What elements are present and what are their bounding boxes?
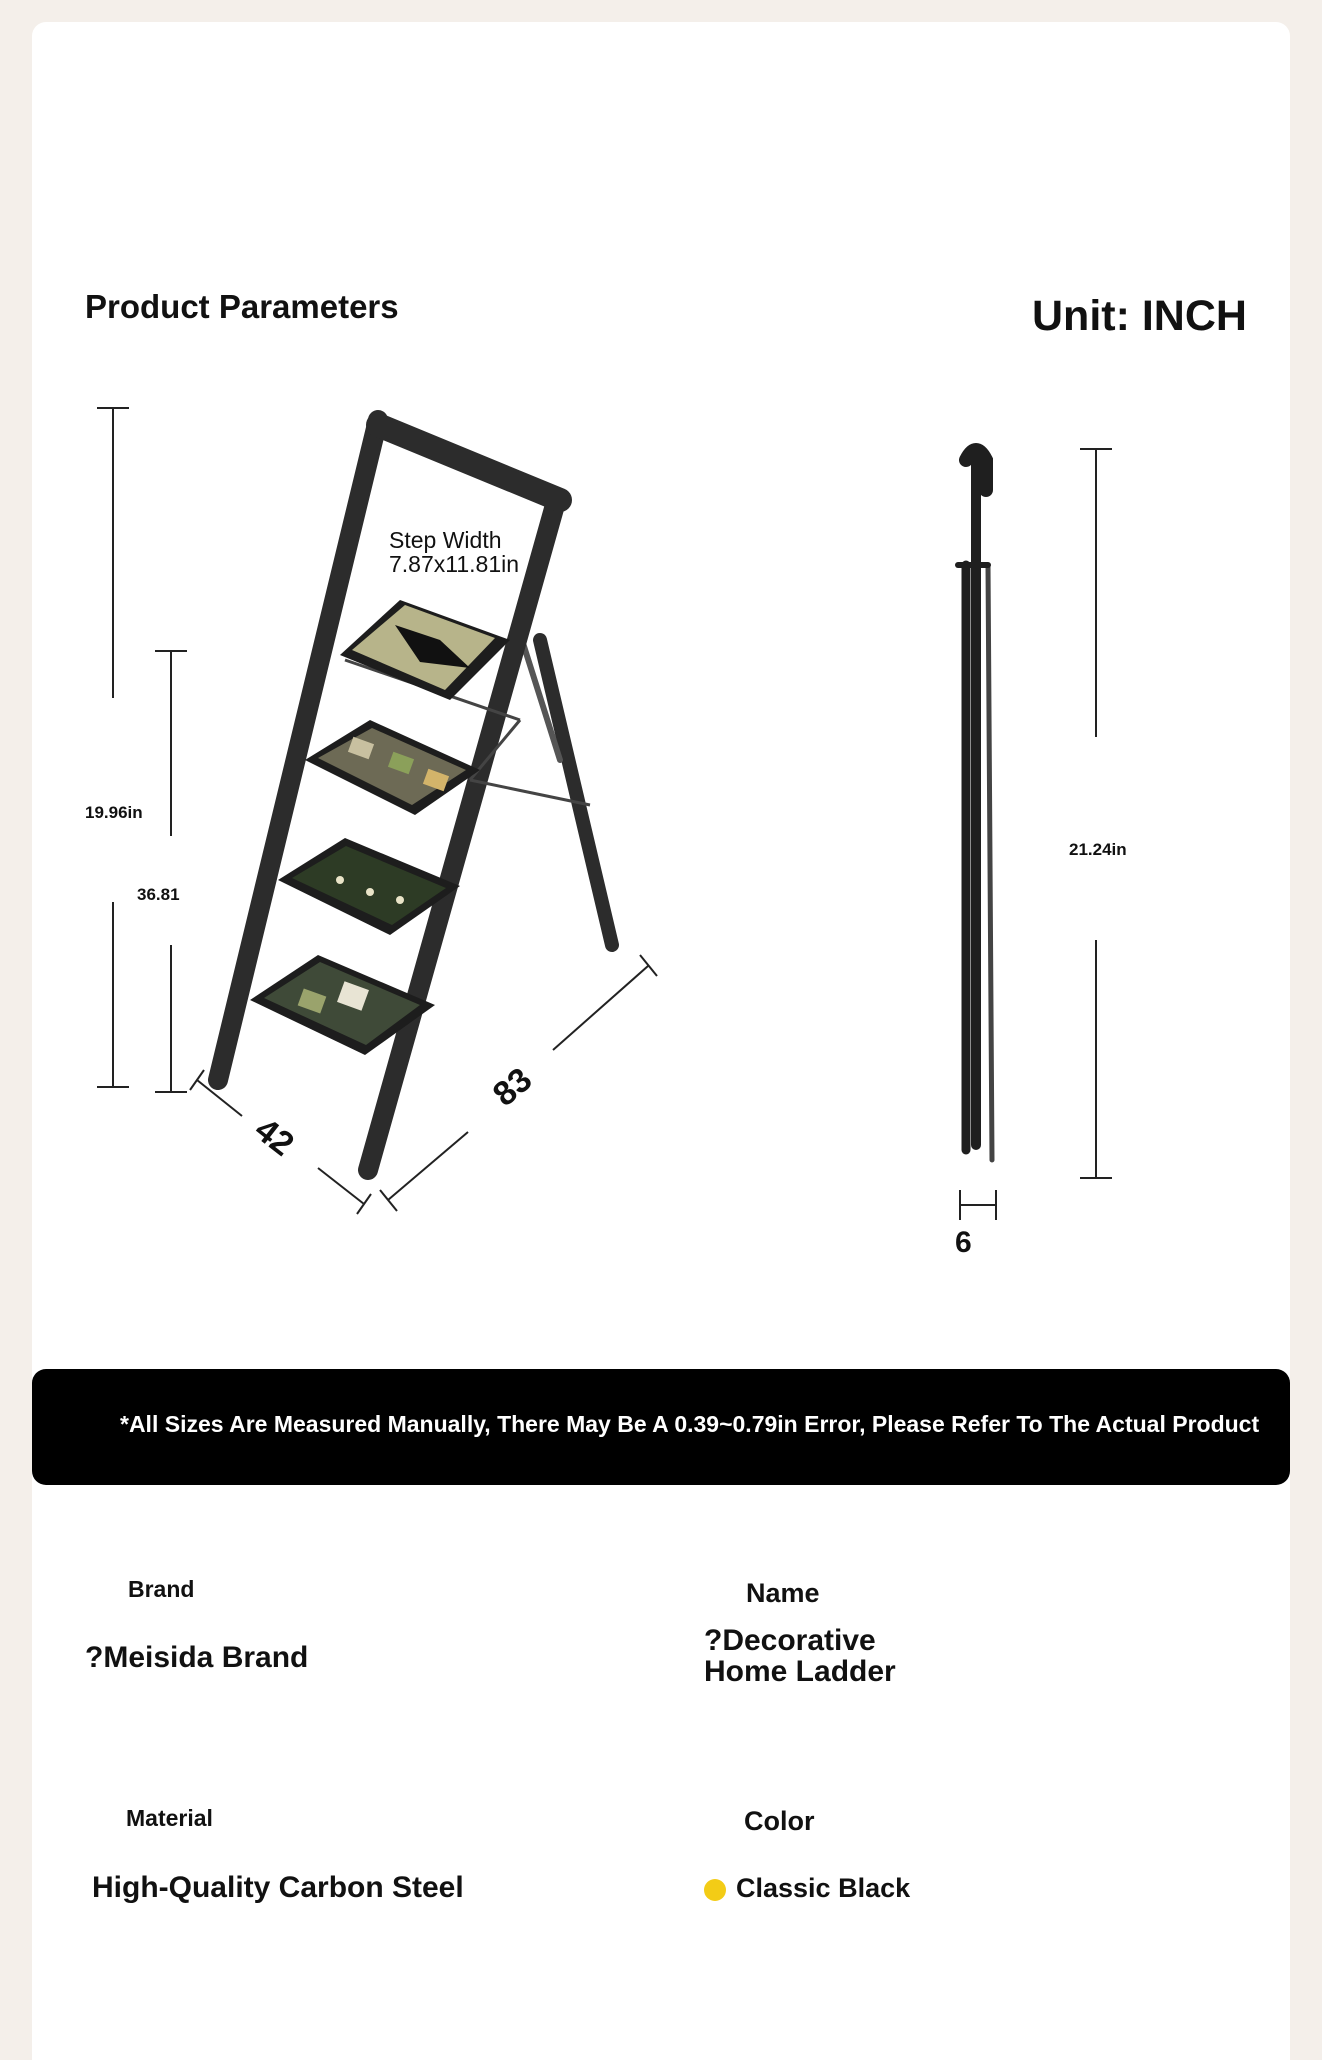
- params-section: [32, 1460, 1290, 2060]
- upper-height-dimension: 19.96in: [85, 803, 143, 822]
- color-label: Color: [744, 1806, 815, 1836]
- section-title: Product Parameters: [85, 288, 399, 325]
- width-dimension: 83: [485, 1060, 540, 1114]
- folded-height-dimension: 21.24in: [1069, 840, 1127, 859]
- material-value: High-Quality Carbon Steel: [92, 1871, 464, 1904]
- material-label: Material: [126, 1805, 213, 1831]
- brand-value: ?Meisida Brand: [85, 1641, 309, 1674]
- total-height-dimension: 36.81: [137, 885, 180, 904]
- folded-thickness-dimension: 6: [955, 1226, 972, 1259]
- color-value: Classic Black: [736, 1873, 911, 1903]
- dimension-lines: [97, 408, 1112, 1220]
- color-swatch-icon: [704, 1879, 726, 1901]
- step-width-label: Step Width: [389, 527, 502, 553]
- depth-dimension: 42: [247, 1110, 301, 1164]
- ladder-folded-illustration: [958, 450, 992, 1160]
- measurement-note-banner: [32, 1369, 1290, 1485]
- color-value-row: [704, 1872, 910, 1904]
- step-width-value: 7.87x11.81in: [389, 551, 520, 577]
- unit-label: Unit: INCH: [1032, 292, 1247, 340]
- name-value-line2: Home Ladder: [704, 1655, 896, 1688]
- name-label: Name: [746, 1578, 820, 1608]
- brand-label: Brand: [128, 1576, 195, 1602]
- name-value-line1: ?Decorative: [704, 1624, 876, 1657]
- measurement-note: *All Sizes Are Measured Manually, There May Be A 0.39~0.79in Error, Please Refer To The Actual Product: [120, 1411, 1260, 1437]
